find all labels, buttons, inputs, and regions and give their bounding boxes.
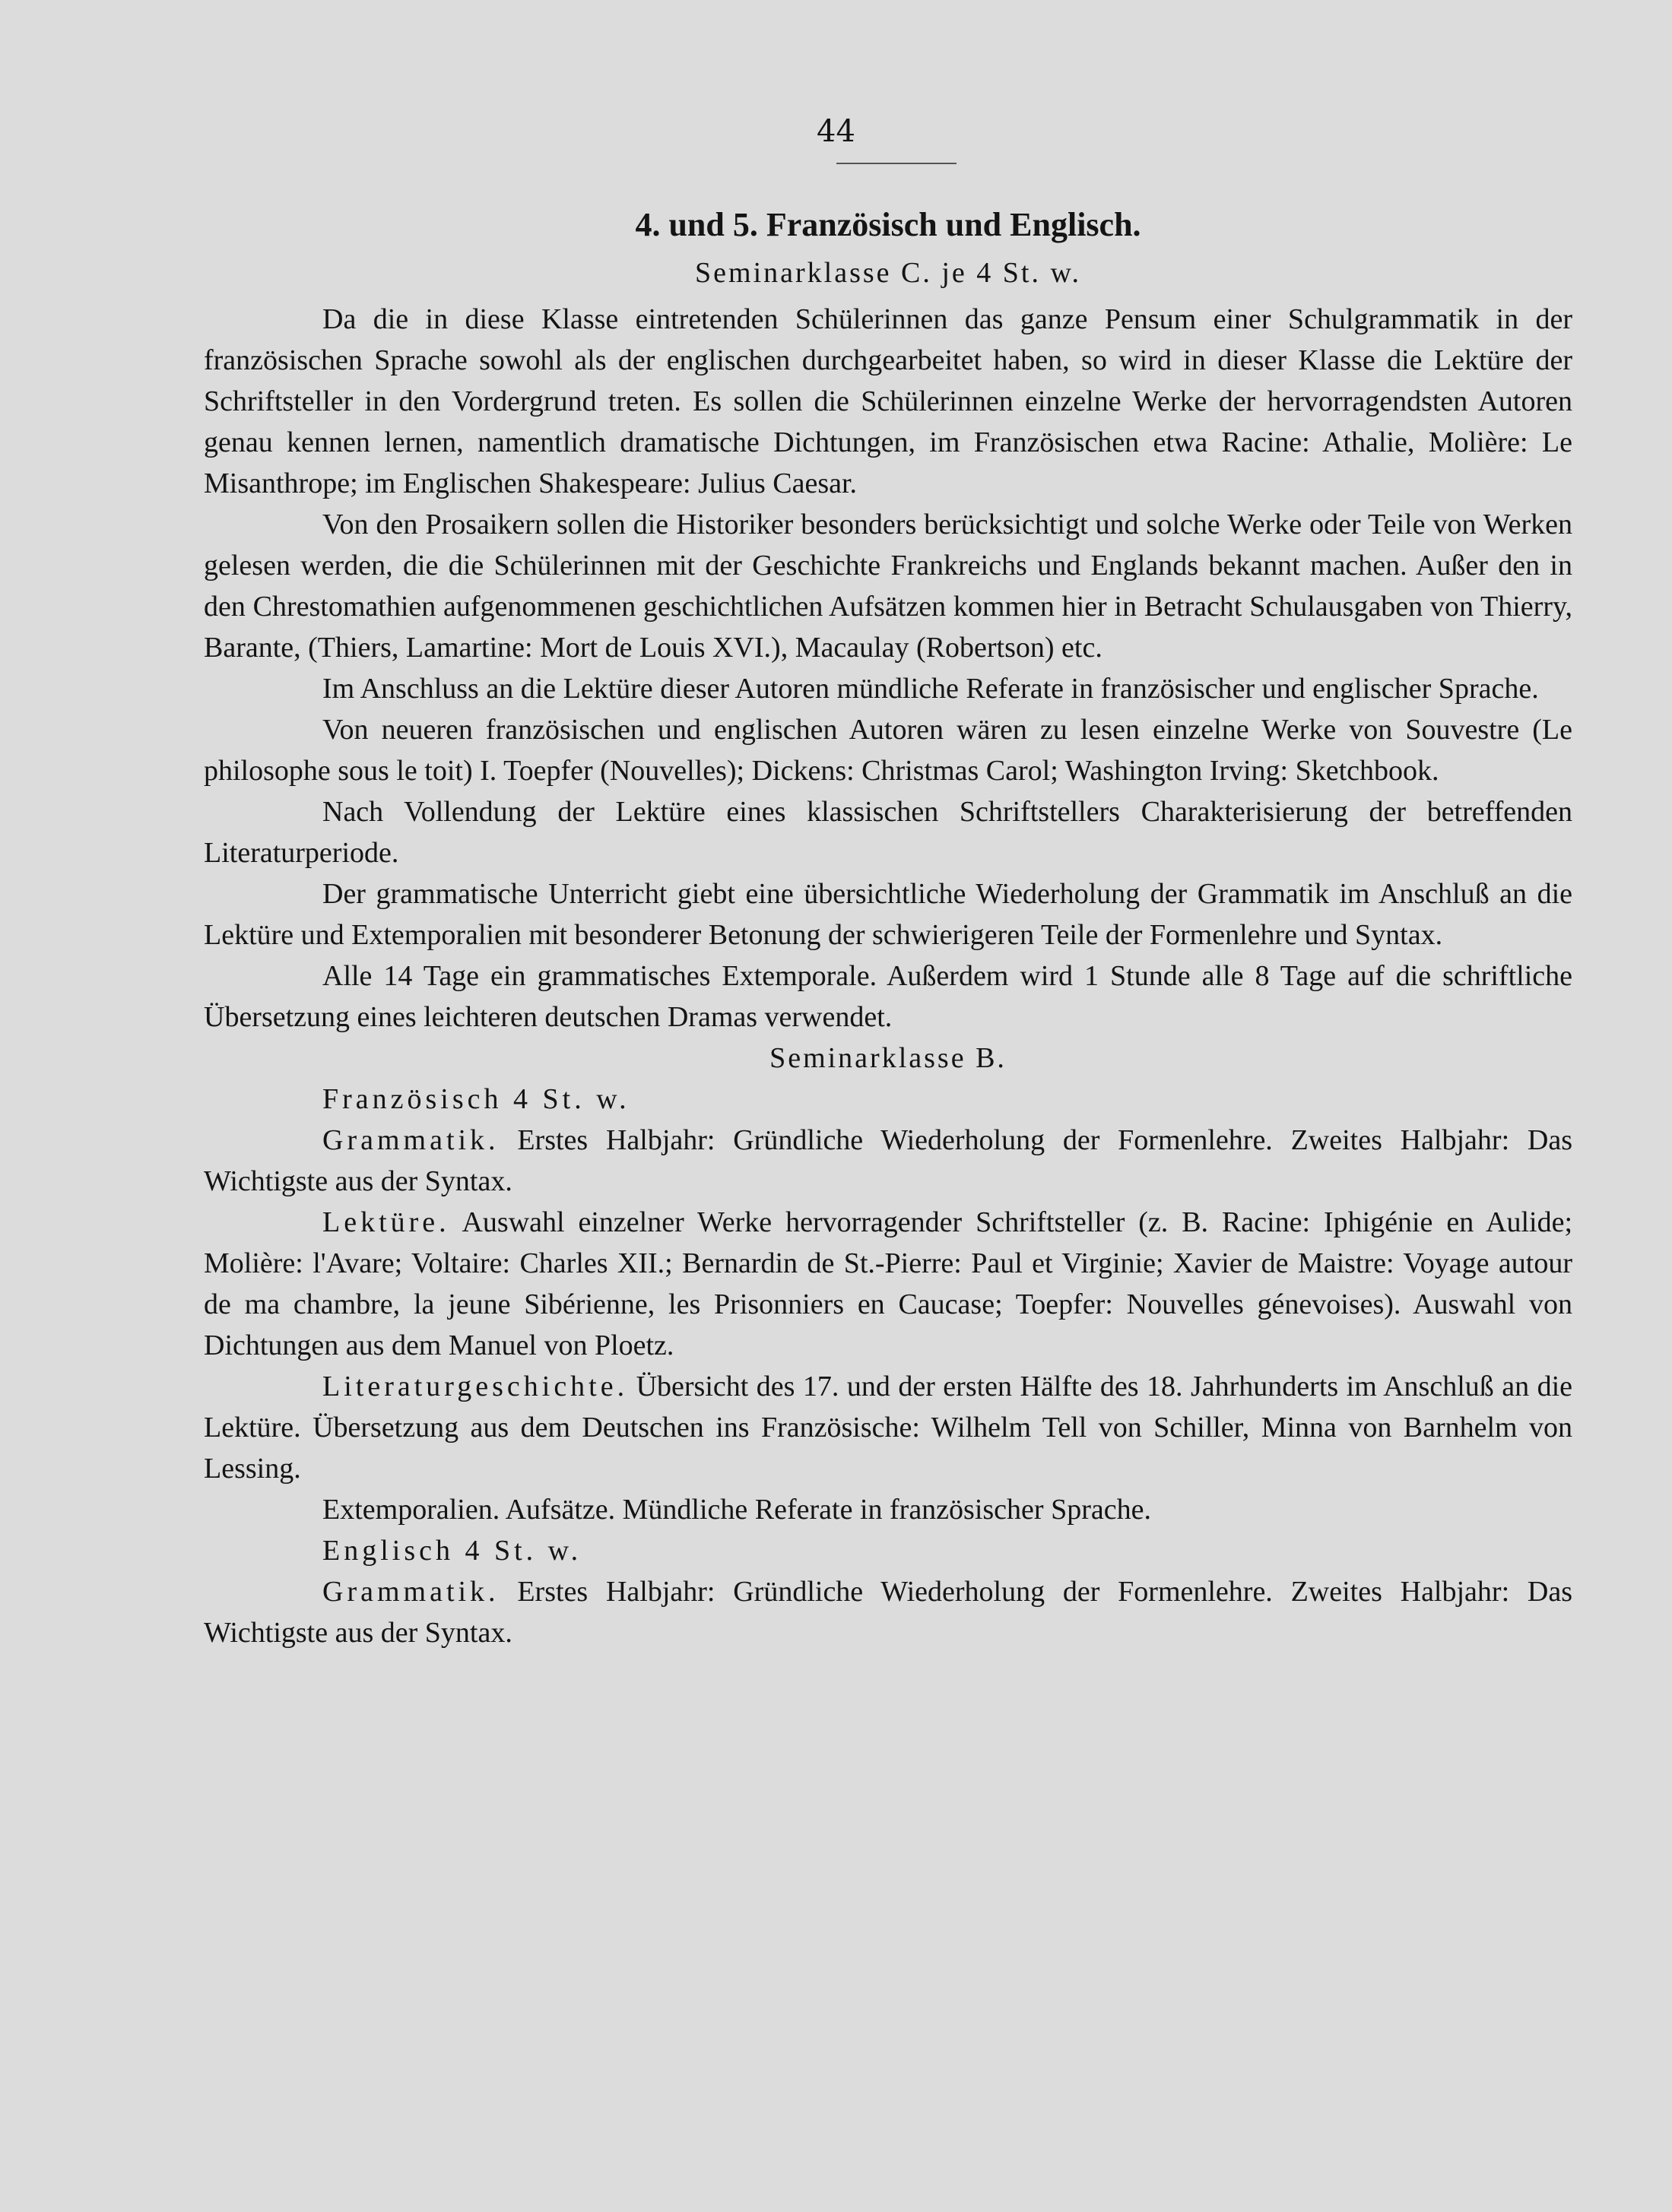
french-grammatik-paragraph: [204, 1120, 1572, 1202]
paragraph-c-6: Der grammatische Unterricht giebt eine übersichtliche Wiederholung der Grammatik im Anschluß an die Lektüre und Extemporalien mit besonderer Betonung der schwierigeren Teile der Formenlehre und Syntax.: [204, 878, 1572, 951]
french-lektuere-paragraph: [204, 1202, 1572, 1366]
french-lektuere-label: Lektüre.: [322, 1206, 450, 1238]
paragraph-c-2: Von den Prosaikern sollen die Historiker besonders berücksichtigt und solche Werke oder Teile von Werken gelesen werden, die die Schülerinnen mit der Geschichte Frankreichs und Englands bekannt machen. Außer den in den Chrestomathien aufgenommenen geschichtlichen Aufsätzen kommen hier in Betracht Schulausgaben von Thierry, Barante, (Thiers, Lamartine: Mort de Louis XVI.), Macaulay (Robertson) etc.: [204, 509, 1572, 664]
class-c-heading: Seminarklasse C. je 4 St. w.: [695, 257, 1081, 289]
french-grammatik-label: Grammatik.: [322, 1124, 500, 1156]
french-extemporalien: Extemporalien. Aufsätze. Mündliche Referate in französischer Sprache.: [322, 1494, 1151, 1526]
french-literatur-paragraph: [204, 1366, 1572, 1489]
class-b-heading: Seminarklasse B.: [769, 1042, 1007, 1074]
english-heading: Englisch 4 St. w.: [322, 1535, 582, 1567]
paragraph-c-3: Im Anschluss an die Lektüre dieser Autoren mündliche Referate in französischer und englischer Sprache.: [322, 673, 1539, 705]
french-lektuere-text: Auswahl einzelner Werke hervorragender Schriftsteller (z. B. Racine: Iphigénie en Aulide; Molière: l'Avare; Voltaire: Charles XII.; Bernardin de St.-Pierre: Paul et Virginie; Xavier de Maistre: Voyage autour de ma chambre, la jeune Sibérienne, les Prisonniers en Caucase; Toepfer: Nouvelles génevoises). Auswahl von Dichtungen aus dem Manuel von Ploetz.: [204, 1206, 1573, 1361]
english-grammatik-label: Grammatik.: [322, 1576, 500, 1608]
english-grammatik-text: Erstes Halbjahr: Gründliche Wiederholung der Formenlehre. Zweites Halbjahr: Das Wichtigste aus der Syntax.: [204, 1576, 1572, 1649]
english-grammatik-paragraph: [204, 1571, 1572, 1653]
french-grammatik-text: Erstes Halbjahr: Gründliche Wiederholung der Formenlehre. Zweites Halbjahr: Das Wichtigste aus der Syntax.: [204, 1124, 1572, 1197]
paragraph-c-5: Nach Vollendung der Lektüre eines klassischen Schriftstellers Charakterisierung der betreffenden Literaturperiode.: [204, 796, 1572, 869]
section-heading: 4. und 5. Französisch und Englisch.: [635, 206, 1141, 243]
paragraph-c-4: Von neueren französischen und englischen Autoren wären zu lesen einzelne Werke von Souvestre (Le philosophe sous le toit) I. Toepfer (Nouvelles); Dickens: Christmas Carol; Washington Irving: Sketchbook.: [204, 714, 1572, 787]
french-heading: Französisch 4 St. w.: [322, 1083, 630, 1115]
french-literatur-label: Literaturgeschichte.: [322, 1371, 629, 1402]
page-number: 44: [817, 114, 855, 149]
page-number-underline: [836, 160, 957, 164]
french-literatur-text: Übersicht des 17. und der ersten Hälfte des 18. Jahrhunderts im Anschluß an die Lektüre. Übersetzung aus dem Deutschen ins Französische: Wilhelm Tell von Schiller, Minna von Barnhelm von Lessing.: [204, 1371, 1572, 1485]
page-content: [204, 205, 1572, 1653]
paragraph-c-1: Da die in diese Klasse eintretenden Schülerinnen das ganze Pensum einer Schulgrammatik in der französischen Sprache sowohl als der englischen durchgearbeitet haben, so wird in dieser Klasse die Lektüre der Schriftsteller in den Vordergrund treten. Es sollen die Schülerinnen einzelne Werke der hervorragendsten Autoren genau kennen lernen, namentlich dramatische Dichtungen, im Französischen etwa Racine: Athalie, Molière: Le Misanthrope; im Englischen Shakespeare: Julius Caesar.: [204, 303, 1572, 499]
paragraph-c-7: Alle 14 Tage ein grammatisches Extemporale. Außerdem wird 1 Stunde alle 8 Tage auf die schriftliche Übersetzung eines leichteren deutschen Dramas verwendet.: [204, 960, 1572, 1033]
